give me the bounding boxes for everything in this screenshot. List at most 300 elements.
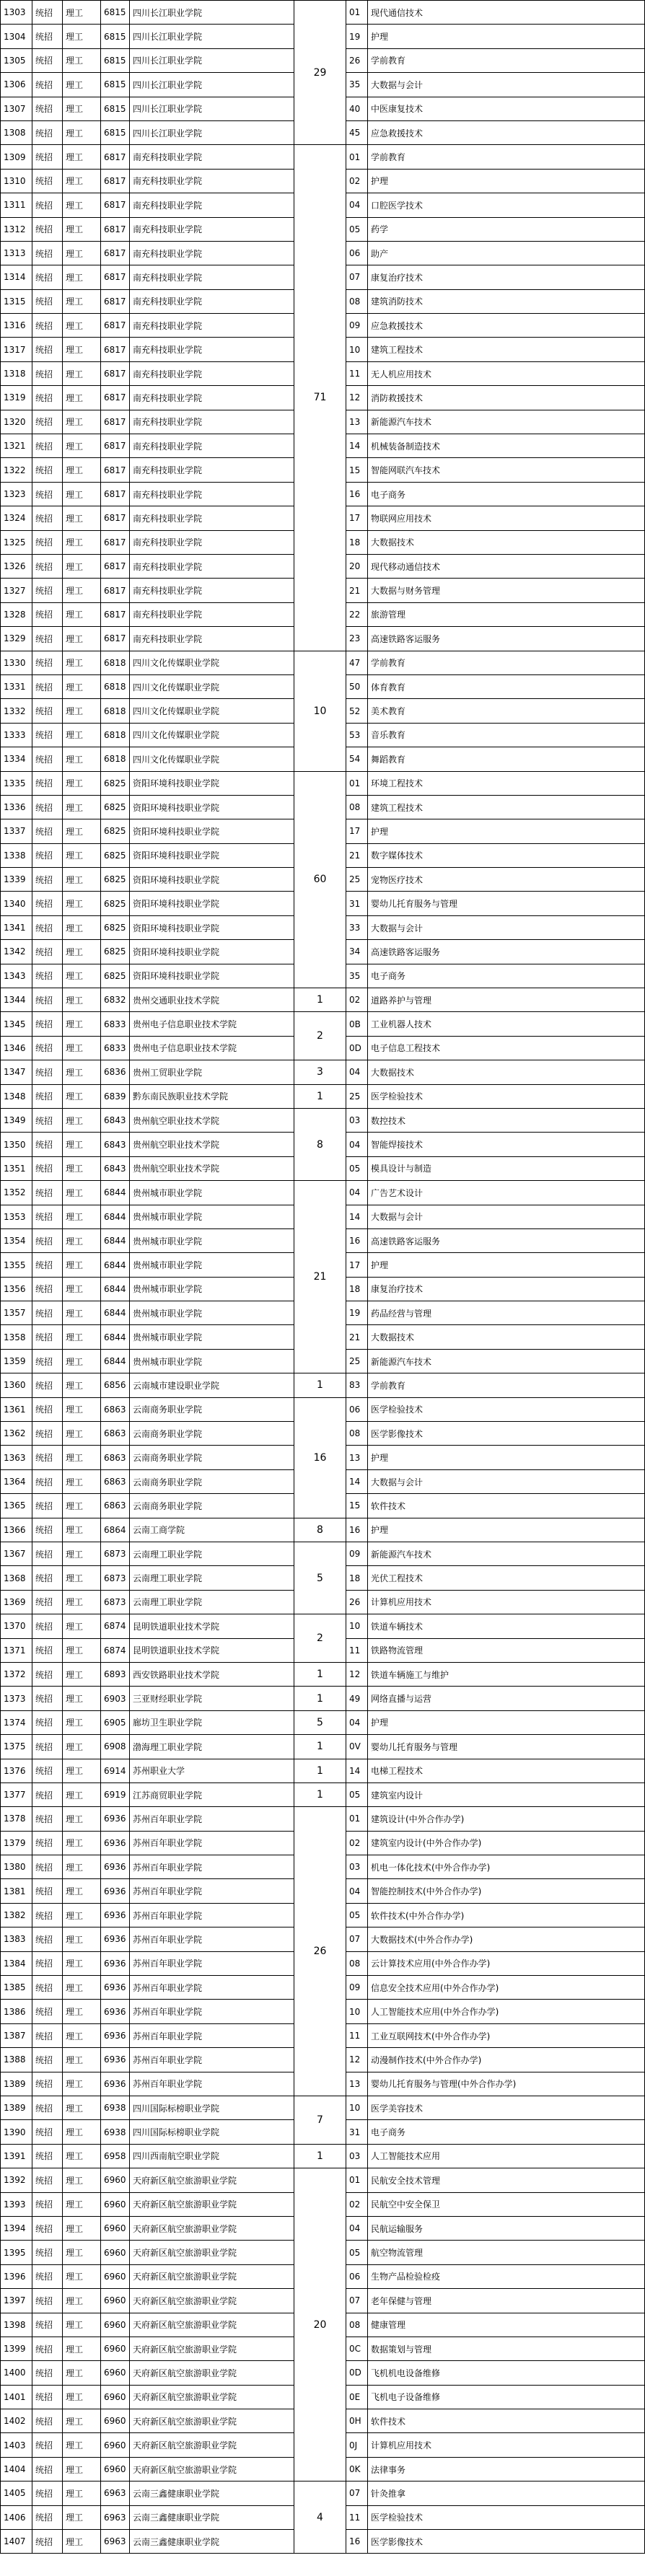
level-cell: 统招 [32, 2192, 63, 2216]
table-row [1, 771, 645, 795]
major-code-cell: 04 [346, 1879, 368, 1903]
category-cell: 理工 [63, 2120, 101, 2144]
school-name-cell: 廊坊卫生职业学院 [130, 1710, 294, 1734]
major-name-cell: 民航运输服务 [368, 2216, 645, 2240]
level-cell: 统招 [32, 602, 63, 626]
major-code-cell: 33 [346, 915, 368, 939]
level-cell: 统招 [32, 1759, 63, 1782]
school-code-cell: 6938 [101, 2120, 130, 2144]
major-code-cell: 11 [346, 2023, 368, 2047]
row-id-cell: 1389 [1, 2096, 32, 2119]
row-id-cell: 1303 [1, 1, 32, 25]
row-id-cell: 1331 [1, 674, 32, 698]
plan-count-cell: 4 [294, 2482, 346, 2554]
school-code-cell: 6903 [101, 1687, 130, 1710]
school-code-cell: 6817 [101, 482, 130, 506]
major-code-cell: 06 [346, 241, 368, 265]
school-name-cell: 资阳环境科技职业学院 [130, 940, 294, 964]
table-row [1, 1614, 645, 1638]
major-code-cell: 22 [346, 602, 368, 626]
row-id-cell: 1366 [1, 1518, 32, 1542]
level-cell: 统招 [32, 940, 63, 964]
major-name-cell: 口腔医学技术 [368, 193, 645, 217]
category-cell: 理工 [63, 410, 101, 434]
major-name-cell: 医学影像技术 [368, 2530, 645, 2554]
level-cell: 统招 [32, 2505, 63, 2529]
category-cell: 理工 [63, 2192, 101, 2216]
category-cell: 理工 [63, 602, 101, 626]
row-id-cell: 1358 [1, 1325, 32, 1349]
school-name-cell: 南充科技职业学院 [130, 217, 294, 241]
major-name-cell: 护理 [368, 1518, 645, 1542]
level-cell: 统招 [32, 1903, 63, 1927]
school-code-cell: 6936 [101, 1831, 130, 1855]
school-code-cell: 6843 [101, 1108, 130, 1132]
school-name-cell: 南充科技职业学院 [130, 579, 294, 602]
school-code-cell: 6818 [101, 651, 130, 674]
row-id-cell: 1321 [1, 434, 32, 458]
major-code-cell: 0D [346, 2361, 368, 2385]
major-name-cell: 大数据技术(中外合作办学) [368, 1927, 645, 1951]
major-code-cell: 16 [346, 482, 368, 506]
major-code-cell: 0E [346, 2385, 368, 2409]
plan-count-cell: 1 [294, 1687, 346, 1710]
school-code-cell: 6825 [101, 819, 130, 843]
major-name-cell: 旅游管理 [368, 602, 645, 626]
school-code-cell: 6815 [101, 97, 130, 120]
major-code-cell: 08 [346, 795, 368, 819]
major-name-cell: 婴幼儿托育服务与管理 [368, 1735, 645, 1759]
level-cell: 统招 [32, 1590, 63, 1614]
school-name-cell: 苏州百年职业学院 [130, 2000, 294, 2023]
level-cell: 统招 [32, 2144, 63, 2168]
level-cell: 统招 [32, 2216, 63, 2240]
row-id-cell: 1381 [1, 1879, 32, 1903]
school-name-cell: 云南理工职业学院 [130, 1566, 294, 1590]
level-cell: 统招 [32, 120, 63, 144]
major-code-cell: 10 [346, 2000, 368, 2023]
level-cell: 统招 [32, 314, 63, 338]
major-name-cell: 建筑室内设计 [368, 1782, 645, 1806]
table-row [1, 1735, 645, 1759]
major-name-cell: 计算机应用技术 [368, 2433, 645, 2457]
category-cell: 理工 [63, 338, 101, 361]
major-code-cell: 12 [346, 386, 368, 410]
school-code-cell: 6863 [101, 1446, 130, 1469]
school-code-cell: 6908 [101, 1735, 130, 1759]
school-code-cell: 6960 [101, 2337, 130, 2360]
row-id-cell: 1397 [1, 2289, 32, 2313]
school-name-cell: 南充科技职业学院 [130, 265, 294, 289]
school-name-cell: 南充科技职业学院 [130, 361, 294, 385]
major-name-cell: 数据策划与管理 [368, 2337, 645, 2360]
row-id-cell: 1305 [1, 48, 32, 72]
major-name-cell: 婴幼儿托育服务与管理(中外合作办学) [368, 2072, 645, 2096]
major-name-cell: 护理 [368, 819, 645, 843]
school-code-cell: 6905 [101, 1710, 130, 1734]
major-name-cell: 健康管理 [368, 2313, 645, 2337]
major-name-cell: 建筑室内设计(中外合作办学) [368, 1831, 645, 1855]
row-id-cell: 1379 [1, 1831, 32, 1855]
category-cell: 理工 [63, 2433, 101, 2457]
major-name-cell: 数字媒体技术 [368, 843, 645, 867]
major-name-cell: 铁道车辆施工与维护 [368, 1662, 645, 1686]
major-code-cell: 03 [346, 1855, 368, 1879]
major-code-cell: 15 [346, 458, 368, 482]
major-name-cell: 高速铁路客运服务 [368, 627, 645, 651]
level-cell: 统招 [32, 410, 63, 434]
school-name-cell: 南充科技职业学院 [130, 482, 294, 506]
level-cell: 统招 [32, 579, 63, 602]
school-code-cell: 6817 [101, 338, 130, 361]
level-cell: 统招 [32, 1662, 63, 1686]
school-code-cell: 6873 [101, 1590, 130, 1614]
major-name-cell: 无人机应用技术 [368, 361, 645, 385]
row-id-cell: 1308 [1, 120, 32, 144]
school-name-cell: 云南三鑫健康职业学院 [130, 2505, 294, 2529]
level-cell: 统招 [32, 1205, 63, 1228]
school-code-cell: 6844 [101, 1301, 130, 1325]
school-code-cell: 6963 [101, 2530, 130, 2554]
row-id-cell: 1387 [1, 2023, 32, 2047]
row-id-cell: 1334 [1, 747, 32, 771]
category-cell: 理工 [63, 1807, 101, 1831]
school-name-cell: 贵州城市职业学院 [130, 1205, 294, 1228]
school-code-cell: 6936 [101, 2048, 130, 2072]
school-code-cell: 6825 [101, 964, 130, 988]
school-name-cell: 天府新区航空旅游职业学院 [130, 2409, 294, 2433]
row-id-cell: 1339 [1, 868, 32, 892]
category-cell: 理工 [63, 2072, 101, 2096]
category-cell: 理工 [63, 1133, 101, 1156]
school-name-cell: 天府新区航空旅游职业学院 [130, 2289, 294, 2313]
row-id-cell: 1343 [1, 964, 32, 988]
major-code-cell: 17 [346, 819, 368, 843]
school-code-cell: 6817 [101, 265, 130, 289]
row-id-cell: 1336 [1, 795, 32, 819]
major-code-cell: 12 [346, 1662, 368, 1686]
category-cell: 理工 [63, 964, 101, 988]
major-name-cell: 现代移动通信技术 [368, 554, 645, 578]
category-cell: 理工 [63, 2337, 101, 2360]
major-code-cell: 0V [346, 1735, 368, 1759]
level-cell: 统招 [32, 1060, 63, 1084]
school-code-cell: 6960 [101, 2168, 130, 2192]
level-cell: 统招 [32, 699, 63, 723]
category-cell: 理工 [63, 1060, 101, 1084]
table-row [1, 2096, 645, 2119]
row-id-cell: 1329 [1, 627, 32, 651]
school-code-cell: 6818 [101, 747, 130, 771]
major-code-cell: 05 [346, 1782, 368, 1806]
level-cell: 统招 [32, 1373, 63, 1397]
level-cell: 统招 [32, 674, 63, 698]
row-id-cell: 1398 [1, 2313, 32, 2337]
school-name-cell: 南充科技职业学院 [130, 386, 294, 410]
row-id-cell: 1324 [1, 506, 32, 530]
school-name-cell: 天府新区航空旅游职业学院 [130, 2385, 294, 2409]
school-name-cell: 天府新区航空旅游职业学院 [130, 2168, 294, 2192]
level-cell: 统招 [32, 1518, 63, 1542]
row-id-cell: 1388 [1, 2048, 32, 2072]
category-cell: 理工 [63, 48, 101, 72]
major-name-cell: 学前教育 [368, 1373, 645, 1397]
table-row [1, 1012, 645, 1036]
level-cell: 统招 [32, 1494, 63, 1518]
category-cell: 理工 [63, 1903, 101, 1927]
level-cell: 统招 [32, 145, 63, 169]
school-name-cell: 贵州工贸职业学院 [130, 1060, 294, 1084]
school-name-cell: 渤海理工职业学院 [130, 1735, 294, 1759]
major-code-cell: 34 [346, 940, 368, 964]
plan-count-cell: 5 [294, 1710, 346, 1734]
major-name-cell: 广告艺术设计 [368, 1181, 645, 1205]
category-cell: 理工 [63, 1614, 101, 1638]
school-name-cell: 四川文化传媒职业学院 [130, 699, 294, 723]
school-name-cell: 云南商务职业学院 [130, 1494, 294, 1518]
major-code-cell: 04 [346, 1060, 368, 1084]
category-cell: 理工 [63, 1494, 101, 1518]
level-cell: 统招 [32, 2120, 63, 2144]
major-code-cell: 83 [346, 1373, 368, 1397]
school-code-cell: 6818 [101, 674, 130, 698]
school-name-cell: 四川文化传媒职业学院 [130, 723, 294, 747]
school-name-cell: 苏州百年职业学院 [130, 1807, 294, 1831]
plan-count-cell: 21 [294, 1181, 346, 1373]
table-row [1, 1108, 645, 1132]
row-id-cell: 1356 [1, 1277, 32, 1301]
major-code-cell: 21 [346, 1325, 368, 1349]
table-row [1, 1687, 645, 1710]
major-name-cell: 药学 [368, 217, 645, 241]
category-cell: 理工 [63, 217, 101, 241]
major-name-cell: 高速铁路客运服务 [368, 1228, 645, 1252]
row-id-cell: 1315 [1, 289, 32, 313]
school-code-cell: 6963 [101, 2482, 130, 2505]
row-id-cell: 1318 [1, 361, 32, 385]
level-cell: 统招 [32, 1036, 63, 1060]
school-code-cell: 6844 [101, 1253, 130, 1277]
table-row [1, 1181, 645, 1205]
major-code-cell: 13 [346, 410, 368, 434]
plan-count-cell: 71 [294, 145, 346, 651]
level-cell: 统招 [32, 1807, 63, 1831]
row-id-cell: 1383 [1, 1927, 32, 1951]
school-code-cell: 6818 [101, 723, 130, 747]
level-cell: 统招 [32, 2361, 63, 2385]
major-code-cell: 01 [346, 771, 368, 795]
major-name-cell: 体育教育 [368, 674, 645, 698]
major-code-cell: 06 [346, 2264, 368, 2288]
major-code-cell: 20 [346, 554, 368, 578]
major-name-cell: 大数据技术 [368, 1325, 645, 1349]
level-cell: 统招 [32, 2433, 63, 2457]
major-name-cell: 数控技术 [368, 1108, 645, 1132]
school-code-cell: 6817 [101, 579, 130, 602]
major-code-cell: 25 [346, 1349, 368, 1373]
major-code-cell: 53 [346, 723, 368, 747]
school-name-cell: 苏州职业大学 [130, 1759, 294, 1782]
school-name-cell: 云南三鑫健康职业学院 [130, 2530, 294, 2554]
level-cell: 统招 [32, 217, 63, 241]
school-name-cell: 资阳环境科技职业学院 [130, 868, 294, 892]
major-code-cell: 05 [346, 2241, 368, 2264]
level-cell: 统招 [32, 73, 63, 97]
category-cell: 理工 [63, 73, 101, 97]
school-name-cell: 贵州城市职业学院 [130, 1349, 294, 1373]
major-code-cell: 31 [346, 2120, 368, 2144]
category-cell: 理工 [63, 2241, 101, 2264]
category-cell: 理工 [63, 988, 101, 1012]
major-name-cell: 工业机器人技术 [368, 1012, 645, 1036]
row-id-cell: 1392 [1, 2168, 32, 2192]
category-cell: 理工 [63, 940, 101, 964]
school-name-cell: 南充科技职业学院 [130, 193, 294, 217]
major-code-cell: 54 [346, 747, 368, 771]
category-cell: 理工 [63, 289, 101, 313]
level-cell: 统招 [32, 289, 63, 313]
table-row [1, 1542, 645, 1566]
level-cell: 统招 [32, 1253, 63, 1277]
major-code-cell: 18 [346, 1566, 368, 1590]
major-name-cell: 电子商务 [368, 964, 645, 988]
major-name-cell: 智能焊接技术 [368, 1133, 645, 1156]
plan-count-cell: 10 [294, 651, 346, 771]
row-id-cell: 1346 [1, 1036, 32, 1060]
school-name-cell: 云南商务职业学院 [130, 1422, 294, 1446]
category-cell: 理工 [63, 579, 101, 602]
level-cell: 统招 [32, 482, 63, 506]
table-row [1, 1084, 645, 1108]
school-name-cell: 南充科技职业学院 [130, 506, 294, 530]
major-name-cell: 护理 [368, 1710, 645, 1734]
major-code-cell: 25 [346, 1084, 368, 1108]
school-name-cell: 云南工商学院 [130, 1518, 294, 1542]
school-name-cell: 四川长江职业学院 [130, 48, 294, 72]
major-name-cell: 铁路物流管理 [368, 1638, 645, 1662]
major-name-cell: 机电一体化技术(中外合作办学) [368, 1855, 645, 1879]
major-name-cell: 软件技术(中外合作办学) [368, 1903, 645, 1927]
category-cell: 理工 [63, 1181, 101, 1205]
school-code-cell: 6815 [101, 25, 130, 48]
level-cell: 统招 [32, 1976, 63, 2000]
school-name-cell: 云南城市建设职业学院 [130, 1373, 294, 1397]
major-name-cell: 康复治疗技术 [368, 265, 645, 289]
row-id-cell: 1332 [1, 699, 32, 723]
major-name-cell: 医学检验技术 [368, 2505, 645, 2529]
category-cell: 理工 [63, 2096, 101, 2119]
major-name-cell: 医学美容技术 [368, 2096, 645, 2119]
major-name-cell: 中医康复技术 [368, 97, 645, 120]
level-cell: 统招 [32, 1927, 63, 1951]
major-name-cell: 光伏工程技术 [368, 1566, 645, 1590]
plan-count-cell: 3 [294, 1060, 346, 1084]
category-cell: 理工 [63, 554, 101, 578]
school-code-cell: 6963 [101, 2505, 130, 2529]
major-name-cell: 护理 [368, 1253, 645, 1277]
major-code-cell: 26 [346, 48, 368, 72]
major-code-cell: 02 [346, 1831, 368, 1855]
school-name-cell: 贵州航空职业技术学院 [130, 1108, 294, 1132]
row-id-cell: 1311 [1, 193, 32, 217]
category-cell: 理工 [63, 1253, 101, 1277]
row-id-cell: 1377 [1, 1782, 32, 1806]
category-cell: 理工 [63, 1518, 101, 1542]
category-cell: 理工 [63, 2144, 101, 2168]
major-name-cell: 学前教育 [368, 145, 645, 169]
school-code-cell: 6843 [101, 1156, 130, 1180]
category-cell: 理工 [63, 1662, 101, 1686]
school-name-cell: 四川文化传媒职业学院 [130, 674, 294, 698]
plan-count-cell: 60 [294, 771, 346, 988]
row-id-cell: 1385 [1, 1976, 32, 2000]
major-name-cell: 模具设计与制造 [368, 1156, 645, 1180]
school-code-cell: 6960 [101, 2241, 130, 2264]
school-name-cell: 贵州交通职业技术学院 [130, 988, 294, 1012]
major-code-cell: 0K [346, 2457, 368, 2481]
major-name-cell: 云计算技术应用(中外合作办学) [368, 1951, 645, 1975]
school-name-cell: 资阳环境科技职业学院 [130, 964, 294, 988]
major-name-cell: 宠物医疗技术 [368, 868, 645, 892]
major-code-cell: 12 [346, 2048, 368, 2072]
school-name-cell: 苏州百年职业学院 [130, 1831, 294, 1855]
major-code-cell: 14 [346, 1759, 368, 1782]
table-row [1, 2168, 645, 2192]
school-code-cell: 6960 [101, 2192, 130, 2216]
row-id-cell: 1401 [1, 2385, 32, 2409]
table-row [1, 1373, 645, 1397]
row-id-cell: 1390 [1, 2120, 32, 2144]
category-cell: 理工 [63, 1373, 101, 1397]
row-id-cell: 1340 [1, 892, 32, 915]
school-code-cell: 6844 [101, 1228, 130, 1252]
school-name-cell: 资阳环境科技职业学院 [130, 915, 294, 939]
table-row [1, 988, 645, 1012]
level-cell: 统招 [32, 1084, 63, 1108]
level-cell: 统招 [32, 2241, 63, 2264]
row-id-cell: 1317 [1, 338, 32, 361]
major-name-cell: 信息安全技术应用(中外合作办学) [368, 1976, 645, 2000]
level-cell: 统招 [32, 1108, 63, 1132]
school-name-cell: 四川国际标榜职业学院 [130, 2120, 294, 2144]
level-cell: 统招 [32, 2289, 63, 2313]
school-name-cell: 南充科技职业学院 [130, 289, 294, 313]
table-row [1, 1, 645, 25]
school-code-cell: 6936 [101, 2072, 130, 2096]
school-code-cell: 6817 [101, 434, 130, 458]
level-cell: 统招 [32, 627, 63, 651]
level-cell: 统招 [32, 843, 63, 867]
major-code-cell: 07 [346, 1927, 368, 1951]
level-cell: 统招 [32, 193, 63, 217]
plan-count-cell: 7 [294, 2096, 346, 2144]
row-id-cell: 1355 [1, 1253, 32, 1277]
major-name-cell: 护理 [368, 25, 645, 48]
level-cell: 统招 [32, 2000, 63, 2023]
level-cell: 统招 [32, 506, 63, 530]
major-name-cell: 现代通信技术 [368, 1, 645, 25]
school-code-cell: 6960 [101, 2409, 130, 2433]
table-row [1, 1397, 645, 1421]
category-cell: 理工 [63, 2313, 101, 2337]
school-code-cell: 6817 [101, 217, 130, 241]
category-cell: 理工 [63, 892, 101, 915]
major-name-cell: 大数据与会计 [368, 73, 645, 97]
school-code-cell: 6825 [101, 843, 130, 867]
category-cell: 理工 [63, 1349, 101, 1373]
school-code-cell: 6825 [101, 771, 130, 795]
school-code-cell: 6874 [101, 1614, 130, 1638]
